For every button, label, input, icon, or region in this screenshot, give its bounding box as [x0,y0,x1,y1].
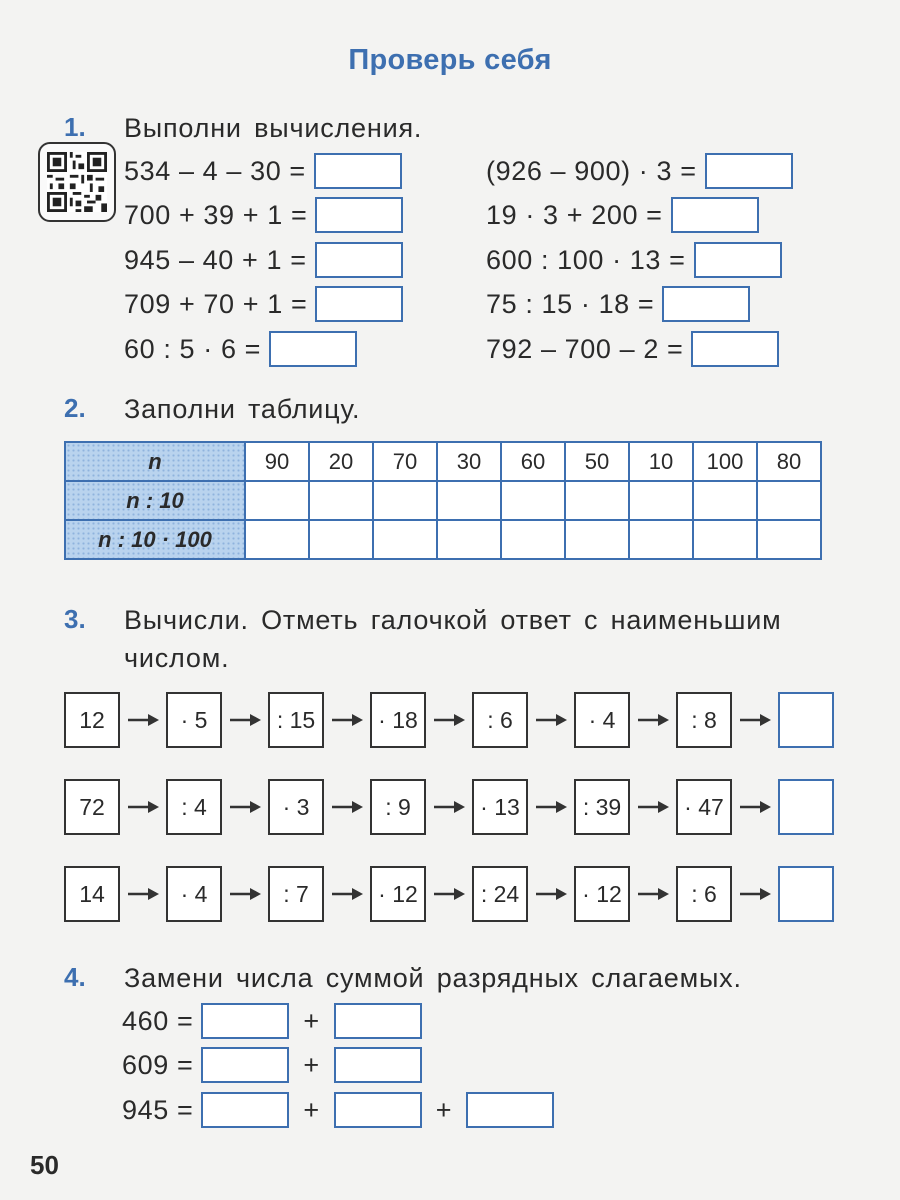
task1-expr-right-4 [486,286,750,322]
expression-text: 700 + 39 + 1 = [124,199,308,230]
task4-row-1 [122,1003,422,1039]
table-answer-cell[interactable] [629,520,693,559]
table-row [65,442,821,481]
task4-number: 4. [64,962,86,992]
table-answer-cell[interactable] [629,481,693,520]
table-row [65,520,821,559]
chain-operation: : 39 [574,779,630,835]
task1-expr-left-5 [124,331,357,367]
task3-number: 3. [64,604,86,634]
task1-expr-left-4 [124,286,403,322]
plus-sign: + [303,1094,320,1125]
answer-box[interactable] [315,242,403,278]
expression-text: 945 – 40 + 1 = [124,244,307,275]
table-value-cell: 10 [629,442,693,481]
table-answer-cell[interactable] [309,481,373,520]
table-value-cell: 60 [501,442,565,481]
chain-start-number: 72 [64,779,120,835]
chain-operation: : 24 [472,866,528,922]
table-value-cell: 20 [309,442,373,481]
table-answer-cell[interactable] [373,481,437,520]
chain-operation: : 8 [676,692,732,748]
page-number: 50 [30,1150,59,1180]
table-answer-cell[interactable] [693,481,757,520]
answer-box[interactable] [671,197,759,233]
expression-text: 600 : 100 · 13 = [486,244,686,275]
chain-start-number: 14 [64,866,120,922]
task1-expr-right-1 [486,153,793,189]
chain-operation: · 4 [166,866,222,922]
answer-box[interactable] [694,242,782,278]
arrow-right-icon [426,886,472,902]
chain-operation: · 3 [268,779,324,835]
arrow-right-icon [120,712,166,728]
expression-text: 75 : 15 · 18 = [486,288,655,319]
chain-answer-box[interactable] [778,779,834,835]
arrow-right-icon [732,712,778,728]
table-value-cell: 80 [757,442,821,481]
answer-box[interactable] [315,197,403,233]
chain-answer-box[interactable] [778,866,834,922]
task2-instruction: Заполни таблицу. [124,394,361,424]
arrow-right-icon [528,799,574,815]
table-answer-cell[interactable] [437,520,501,559]
expression-text: 709 + 70 + 1 = [124,288,308,319]
chain-operation: : 4 [166,779,222,835]
chain-operation: · 47 [676,779,732,835]
task4-instruction: Замени числа суммой разрядных слагаемых. [124,963,742,993]
arrow-right-icon [630,712,676,728]
chain-operation: : 6 [676,866,732,922]
arrow-right-icon [630,886,676,902]
chain-operation: · 12 [370,866,426,922]
answer-box[interactable] [201,1047,289,1083]
expression-text: 792 – 700 – 2 = [486,333,684,364]
table-answer-cell[interactable] [565,520,629,559]
answer-box[interactable] [691,331,779,367]
task3-instruction-line2: числом. [124,643,230,673]
number-label: 460 = [122,1005,194,1036]
task4-row-2 [122,1047,422,1083]
table-value-cell: 90 [245,442,309,481]
table-value-cell: 100 [693,442,757,481]
plus-sign: + [303,1049,320,1080]
arrow-right-icon [324,712,370,728]
arrow-right-icon [732,886,778,902]
chain-operation: : 6 [472,692,528,748]
arrow-right-icon [222,712,268,728]
table-answer-cell[interactable] [501,481,565,520]
table-value-cell: 30 [437,442,501,481]
arrow-right-icon [222,799,268,815]
task1-expr-left-3 [124,242,403,278]
chain-operation: : 9 [370,779,426,835]
task1-instruction: Выполни вычисления. [124,113,423,143]
arrow-right-icon [426,799,472,815]
table-answer-cell[interactable] [437,481,501,520]
answer-box[interactable] [334,1003,422,1039]
arrow-right-icon [528,886,574,902]
table-answer-cell[interactable] [309,520,373,559]
chain-operation: · 4 [574,692,630,748]
chain-2 [64,779,834,835]
answer-box[interactable] [662,286,750,322]
chain-operation: : 15 [268,692,324,748]
answer-box[interactable] [705,153,793,189]
task1-expr-right-2 [486,197,759,233]
table-answer-cell[interactable] [565,481,629,520]
number-label: 945 = [122,1094,194,1125]
task2-number: 2. [64,393,86,423]
task1-expr-right-5 [486,331,779,367]
table-answer-cell[interactable] [373,520,437,559]
chain-start-number: 12 [64,692,120,748]
arrow-right-icon [222,886,268,902]
table-answer-cell[interactable] [245,481,309,520]
task1-expr-left-1 [124,153,402,189]
arrow-right-icon [120,886,166,902]
row-header-n-div-10-mul-100: n : 10 · 100 [65,520,245,559]
plus-sign: + [435,1094,453,1125]
arrow-right-icon [732,799,778,815]
task1-expr-left-2 [124,197,403,233]
expression-text: 60 : 5 · 6 = [124,333,262,364]
chain-operation: · 12 [574,866,630,922]
table-answer-cell[interactable] [757,520,821,559]
qr-code-icon [38,142,116,222]
expression-text: (926 – 900) · 3 = [486,155,697,186]
answer-box[interactable] [269,331,357,367]
table-answer-cell[interactable] [501,520,565,559]
chain-operation: · 5 [166,692,222,748]
arrow-right-icon [324,886,370,902]
task4-row-3 [122,1092,554,1128]
expression-text: 19 · 3 + 200 = [486,199,663,230]
chain-operation: · 18 [370,692,426,748]
table-value-cell: 70 [373,442,437,481]
table-answer-cell[interactable] [757,481,821,520]
chain-operation: · 13 [472,779,528,835]
page-title: Проверь себя [348,44,552,76]
answer-box[interactable] [334,1047,422,1083]
task1-number: 1. [64,112,86,142]
table-answer-cell[interactable] [693,520,757,559]
plus-sign: + [303,1005,320,1036]
chain-1 [64,692,834,748]
arrow-right-icon [630,799,676,815]
qr-code-graphic [47,152,107,212]
table-value-cell: 50 [565,442,629,481]
table-answer-cell[interactable] [245,520,309,559]
answer-box[interactable] [466,1092,554,1128]
answer-box[interactable] [201,1092,289,1128]
fill-table [64,441,822,560]
answer-box[interactable] [314,153,402,189]
arrow-right-icon [120,799,166,815]
table-row [65,481,821,520]
expression-text: 534 – 4 – 30 = [124,155,306,186]
chain-answer-box[interactable] [778,692,834,748]
arrow-right-icon [426,712,472,728]
answer-box[interactable] [315,286,403,322]
chain-operation: : 7 [268,866,324,922]
arrow-right-icon [528,712,574,728]
task1-expr-right-3 [486,242,782,278]
chain-3 [64,866,834,922]
row-header-n-div-10: n : 10 [65,481,245,520]
answer-box[interactable] [201,1003,289,1039]
number-label: 609 = [122,1049,194,1080]
arrow-right-icon [324,799,370,815]
answer-box[interactable] [334,1092,422,1128]
row-header-n: n [65,442,245,481]
task3-instruction-line1: Вычисли. Отметь галочкой ответ с наименьшим [124,605,782,635]
